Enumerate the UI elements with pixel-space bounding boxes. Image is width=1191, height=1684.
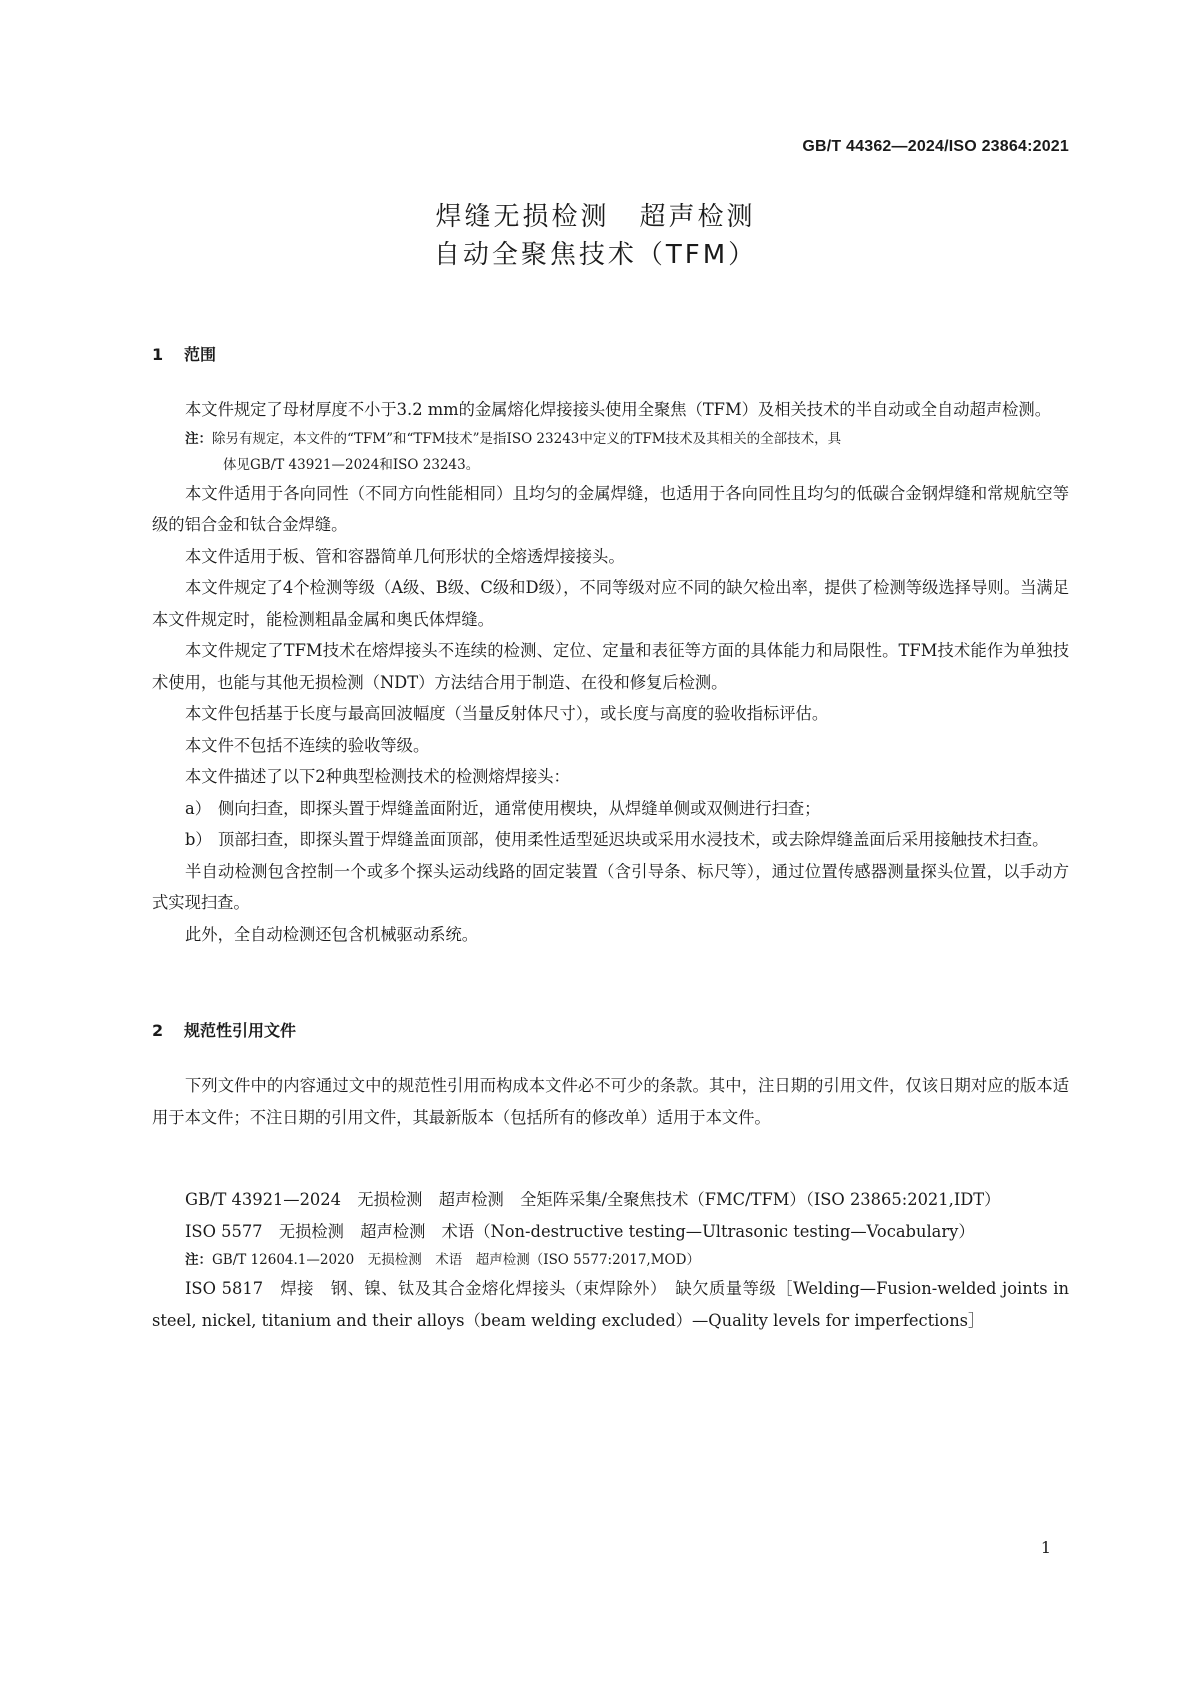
section-2-number: 2: [152, 1021, 164, 1040]
note-label: 注：: [185, 1252, 212, 1268]
section-2-intro: [152, 1070, 1069, 1133]
note: [152, 426, 1069, 478]
note-label: 注：: [185, 430, 212, 447]
paragraph: 本文件不包括不连续的验收等级。: [185, 735, 430, 755]
list-marker-b: b）: [185, 830, 212, 849]
reference-item: ISO 5817 焊接 钢、镍、钛及其合金熔化焊接头（束焊除外） 缺欠质量等级［Welding—Fusion-welded joints in steel, nickel, titanium and their alloys（beam welding excluded）—Quality levels for imperfections］: [152, 1279, 1069, 1330]
reference-list: [152, 1184, 1069, 1336]
paragraph: 本文件包括基于长度与最高回波幅度（当量反射体尺寸），或长度与高度的验收指标评估。: [185, 704, 829, 723]
paragraph: 本文件规定了4个检测等级（A级、B级、C级和D级），不同等级对应不同的缺欠检出率，提供了检测等级选择导则。当满足本文件规定时，能检测粗晶金属和奥氏体焊缝。: [152, 578, 1070, 629]
section-1-heading: [152, 342, 216, 365]
paragraph: 本文件适用于各向同性（不同方向性能相同）且均匀的金属焊缝，也适用于各向同性且均匀的低碳合金钢焊缝和常规航空等级的铝合金和钛合金焊缝。: [152, 483, 1069, 534]
paragraph: 半自动检测包含控制一个或多个探头运动线路的固定装置（含引导条、标尺等），通过位置传感器测量探头位置，以手动方式实现扫查。: [152, 861, 1069, 912]
section-2-heading: [152, 1018, 296, 1041]
reference-item: ISO 5577 无损检测 超声检测 术语（Non-destructive testing—Ultrasonic testing—Vocabulary）: [185, 1221, 975, 1241]
page-number: 1: [1040, 1538, 1051, 1557]
section-1-title: 范围: [184, 345, 217, 364]
paragraph: 本文件规定了TFM技术在熔焊接头不连续的检测、定位、定量和表征等方面的具体能力和局限性。TFM技术能作为单独技术使用，也能与其他无损检测（NDT）方法结合用于制造、在役和修复后检测。: [152, 641, 1069, 692]
standard-number: GB/T 44362—2024/ISO 23864:2021: [802, 138, 1069, 155]
title-part-1: 焊缝无损检测: [435, 202, 610, 232]
paragraph: 本文件描述了以下2种典型检测技术的检测熔焊接头：: [185, 767, 570, 786]
section-1-number: 1: [152, 345, 164, 364]
reference-item: GB/T 43921—2024 无损检测 超声检测 全矩阵采集/全聚焦技术（FMC/TFM）（ISO 23865:2021,IDT）: [185, 1190, 1001, 1209]
paragraph: 此外，全自动检测还包含机械驱动系统。: [185, 924, 479, 944]
paragraph: 下列文件中的内容通过文中的规范性引用而构成本文件必不可少的条款。其中，注日期的引用文件，仅该日期对应的版本适用于本文件；不注日期的引用文件，其最新版本（包括所有的修改单）适用于本文件。: [152, 1076, 1069, 1127]
section-2-title: 规范性引用文件: [184, 1021, 297, 1040]
note-text: 除另有规定，本文件的“TFM”和“TFM技术”是指ISO 23243中定义的TFM技术及其相关的全部技术，具: [212, 430, 842, 447]
note: [152, 1247, 1069, 1273]
list-item-a: [152, 793, 1069, 825]
title-part-2: 超声检测: [639, 202, 756, 232]
note-text-continued: 体见GB/T 43921—2024和ISO 23243。: [223, 456, 480, 473]
document-title-line1: [0, 196, 1191, 233]
list-item-b: [152, 824, 1069, 856]
list-text-a: 侧向扫查，即探头置于焊缝盖面附近，通常使用楔块，从焊缝单侧或双侧进行扫查；: [218, 798, 821, 818]
paragraph: 本文件规定了母材厚度不小于3.2 mm的金属熔化焊接接头使用全聚焦（TFM）及相关技术的半自动或全自动超声检测。: [185, 400, 1051, 419]
note-text: GB/T 12604.1—2020 无损检测 术语 超声检测（ISO 5577:2017,MOD）: [212, 1252, 700, 1268]
list-text-b: 顶部扫查，即探头置于焊缝盖面顶部，使用柔性适型延迟块或采用水浸技术，或去除焊缝盖面后采用接触技术扫查。: [218, 830, 1049, 849]
section-1-body: [152, 394, 1069, 950]
list-marker-a: a）: [185, 798, 211, 818]
paragraph: 本文件适用于板、管和容器简单几何形状的全熔透焊接接头。: [185, 546, 625, 566]
document-title-line2: 自动全聚焦技术（TFM）: [433, 240, 758, 270]
